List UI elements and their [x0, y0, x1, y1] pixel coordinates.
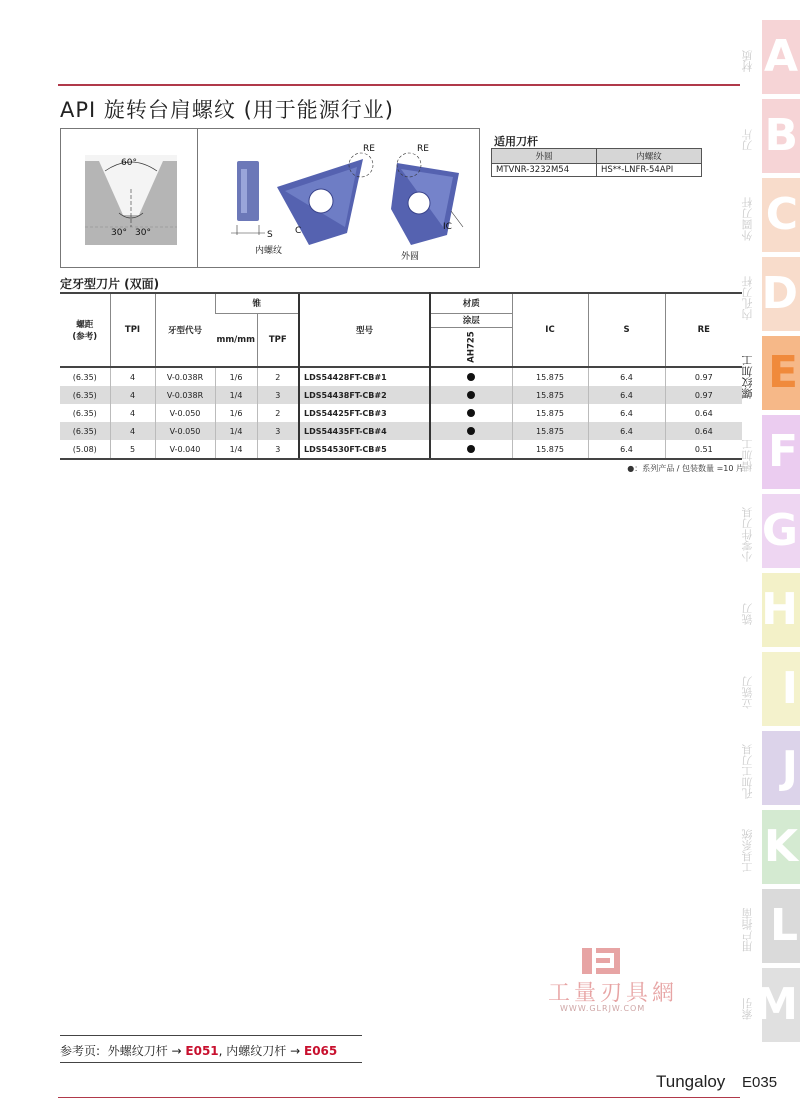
cell-taper-mm: 1/6	[215, 367, 257, 386]
cell-ic: 15.875	[512, 440, 588, 459]
reference-link-e065[interactable]: E065	[304, 1044, 338, 1058]
cell-taper-mm: 1/6	[215, 404, 257, 422]
thread-profile-diagram	[85, 155, 177, 245]
tab-letter: G	[761, 505, 798, 556]
dim-s-label: S	[267, 230, 273, 240]
header-material: 材质	[430, 293, 512, 313]
cell-pitch: (6.35)	[60, 422, 110, 440]
tab-letter: L	[769, 900, 798, 951]
tab-c[interactable]	[741, 178, 800, 252]
header-re: RE	[665, 293, 742, 367]
cell-ic: 15.875	[512, 422, 588, 440]
stock-dot-icon	[467, 391, 475, 399]
cell-s: 6.4	[588, 422, 665, 440]
tab-m[interactable]	[741, 968, 800, 1042]
tab-letter: F	[767, 426, 798, 477]
panel-divider	[197, 129, 198, 267]
tab-label: 外圆刀杆	[741, 197, 754, 241]
watermark-url: WWW.GLRJW.COM	[560, 1004, 646, 1013]
cell-code: V-0.038R	[155, 367, 215, 386]
header-grade-cell	[430, 327, 512, 367]
cell-tpi: 4	[110, 404, 155, 422]
tab-l[interactable]	[741, 889, 800, 963]
reference-rule-top	[60, 1035, 362, 1036]
top-rule	[58, 84, 740, 86]
cell-re: 0.97	[665, 386, 742, 404]
cell-grade	[430, 404, 512, 422]
tab-i[interactable]	[741, 652, 800, 726]
tab-label: 材质	[741, 50, 754, 72]
table-row	[60, 440, 742, 459]
table-row	[60, 404, 742, 422]
insert-spec-table	[60, 292, 742, 460]
tab-label: 小零件刀具	[741, 507, 754, 563]
cell-taper-tpf: 2	[257, 404, 299, 422]
cell-s: 6.4	[588, 386, 665, 404]
cell-pitch: (6.35)	[60, 386, 110, 404]
tab-label: 螺纹加工	[741, 355, 754, 399]
tab-a[interactable]	[741, 20, 800, 94]
tab-label: 用户指南	[741, 908, 754, 952]
tab-label: 槽加工	[741, 439, 754, 473]
cell-re: 0.64	[665, 422, 742, 440]
cell-taper-mm: 1/4	[215, 440, 257, 459]
tab-label: 孔加工刀具	[741, 744, 754, 800]
header-grade: AH725	[466, 331, 477, 363]
tab-letter: J	[781, 742, 798, 793]
section-title: 定牙型刀片 (双面)	[60, 277, 160, 291]
tab-f[interactable]	[741, 415, 800, 489]
cell-code: V-0.050	[155, 422, 215, 440]
cell-grade	[430, 386, 512, 404]
cell-model: LDS54438FT-CB#2	[299, 386, 430, 404]
cell-tpi: 5	[110, 440, 155, 459]
cell-ic: 15.875	[512, 367, 588, 386]
reference-rule-bottom	[60, 1062, 362, 1063]
tab-label: 刀片	[741, 129, 754, 151]
insert-figure-panel	[60, 128, 480, 268]
cell-model: LDS54435FT-CB#4	[299, 422, 430, 440]
cell-grade	[430, 440, 512, 459]
cell-model: LDS54425FT-CB#3	[299, 404, 430, 422]
tab-j[interactable]	[741, 731, 800, 805]
dim-re-label-2: RE	[417, 144, 429, 154]
angle-60-label: 60°	[121, 158, 137, 168]
holder-header-inner: 内螺纹	[597, 149, 702, 164]
tab-label: 工具系统	[741, 829, 754, 873]
cell-grade	[430, 367, 512, 386]
tab-b[interactable]	[741, 99, 800, 173]
tab-letter: C	[765, 189, 798, 240]
header-pitch: 螺距 (参考)	[60, 293, 110, 367]
tab-letter: M	[754, 979, 798, 1030]
tab-letter: D	[761, 268, 798, 319]
cell-pitch: (6.35)	[72, 408, 97, 418]
dim-c-label: C	[295, 226, 302, 236]
holder-title: 适用刀杆	[494, 135, 538, 148]
tab-label: 内孔刀杆	[741, 276, 754, 320]
tab-label: 铣刀	[741, 603, 754, 625]
tab-d[interactable]	[741, 257, 800, 331]
cell-taper-mm: 1/4	[215, 386, 257, 404]
cell-grade	[430, 422, 512, 440]
header-s: S	[588, 293, 665, 367]
header-coating: 涂层	[430, 313, 512, 327]
stock-dot-icon	[467, 373, 475, 381]
dim-ic-label: IC	[443, 222, 452, 232]
cell-ic: 15.875	[512, 404, 588, 422]
tab-g[interactable]	[741, 494, 800, 568]
cell-s: 6.4	[588, 367, 665, 386]
tab-h[interactable]	[741, 573, 800, 647]
page-number: E035	[742, 1074, 778, 1091]
brand-name: Tungaloy	[656, 1072, 726, 1091]
header-taper-mm: mm/mm	[215, 313, 257, 367]
insert-views-diagram	[211, 135, 476, 263]
angle-30-right-label: 30°	[135, 228, 151, 238]
header-ic: IC	[512, 293, 588, 367]
cell-pitch: (6.35)	[60, 367, 110, 386]
page-title: API 旋转台肩螺纹 (用于能源行业)	[60, 98, 394, 122]
cell-s: 6.4	[588, 440, 665, 459]
tab-letter: E	[767, 347, 798, 398]
holder-header-outer: 外圆	[492, 149, 597, 164]
cell-re: 0.97	[665, 367, 742, 386]
holder-value-outer: MTVNR-3232M54	[492, 164, 597, 177]
header-model: 型号	[299, 293, 430, 367]
cell-code: V-0.050	[155, 404, 215, 422]
table-footnote: ●：系列产品 / 包装数量 =10 片	[627, 464, 744, 473]
holder-table	[491, 148, 702, 177]
cell-taper-tpf: 3	[257, 422, 299, 440]
tab-k[interactable]	[741, 810, 800, 884]
cell-re: 0.51	[665, 440, 742, 459]
cell-taper-tpf: 3	[257, 386, 299, 404]
cell-tpi: 4	[110, 367, 155, 386]
tab-label: 索引	[741, 998, 754, 1020]
cell-taper-tpf: 2	[257, 367, 299, 386]
reference-link-e051[interactable]: E051	[185, 1044, 219, 1058]
tab-letter: H	[761, 584, 798, 635]
holder-value-inner: HS**-LNFR-54API	[597, 164, 702, 177]
cell-taper-mm: 1/4	[215, 422, 257, 440]
cell-tpi: 4	[110, 386, 155, 404]
angle-30-left-label: 30°	[111, 228, 127, 238]
tab-label: 立铣刀	[741, 676, 754, 710]
cell-ic: 15.875	[512, 386, 588, 404]
tab-letter: B	[764, 110, 798, 161]
header-code: 牙型代号	[155, 293, 215, 367]
reference-prefix: 参考页:	[60, 1044, 101, 1058]
tab-letter: A	[763, 31, 798, 82]
stock-dot-icon	[467, 409, 475, 417]
cell-pitch: (5.08)	[60, 440, 110, 459]
table-row	[60, 422, 742, 440]
tab-letter: K	[763, 821, 798, 872]
cell-re: 0.64	[665, 404, 742, 422]
outer-label: 外圆	[401, 252, 420, 262]
cell-code: V-0.038R	[155, 386, 215, 404]
tab-e[interactable]	[741, 336, 800, 410]
cell-taper-tpf: 3	[257, 440, 299, 459]
dim-re-label-1: RE	[363, 144, 375, 154]
cell-model: LDS54428FT-CB#1	[299, 367, 430, 386]
table-row	[60, 367, 742, 386]
header-taper: 锥	[215, 293, 299, 313]
reference-part2: 内螺纹刀杆 →	[226, 1044, 301, 1058]
header-tpi: TPI	[110, 293, 155, 367]
inner-thread-label: 内螺纹	[255, 246, 283, 256]
watermark-logo-icon	[580, 946, 622, 976]
table-row	[60, 386, 742, 404]
bottom-rule	[58, 1097, 740, 1098]
tab-letter: I	[781, 663, 798, 714]
stock-dot-icon	[467, 427, 475, 435]
cell-code: V-0.040	[155, 440, 215, 459]
header-taper-tpf: TPF	[257, 313, 299, 367]
stock-dot-icon	[467, 445, 475, 453]
cell-tpi: 4	[110, 422, 155, 440]
reference-line	[60, 1042, 337, 1059]
cell-s: 6.4	[588, 404, 665, 422]
reference-part1: 外螺纹刀杆 →	[107, 1044, 182, 1058]
cell-model: LDS54530FT-CB#5	[299, 440, 430, 459]
watermark-text: 工量刃具網	[548, 981, 679, 1006]
reference-separator: ,	[218, 1044, 223, 1058]
